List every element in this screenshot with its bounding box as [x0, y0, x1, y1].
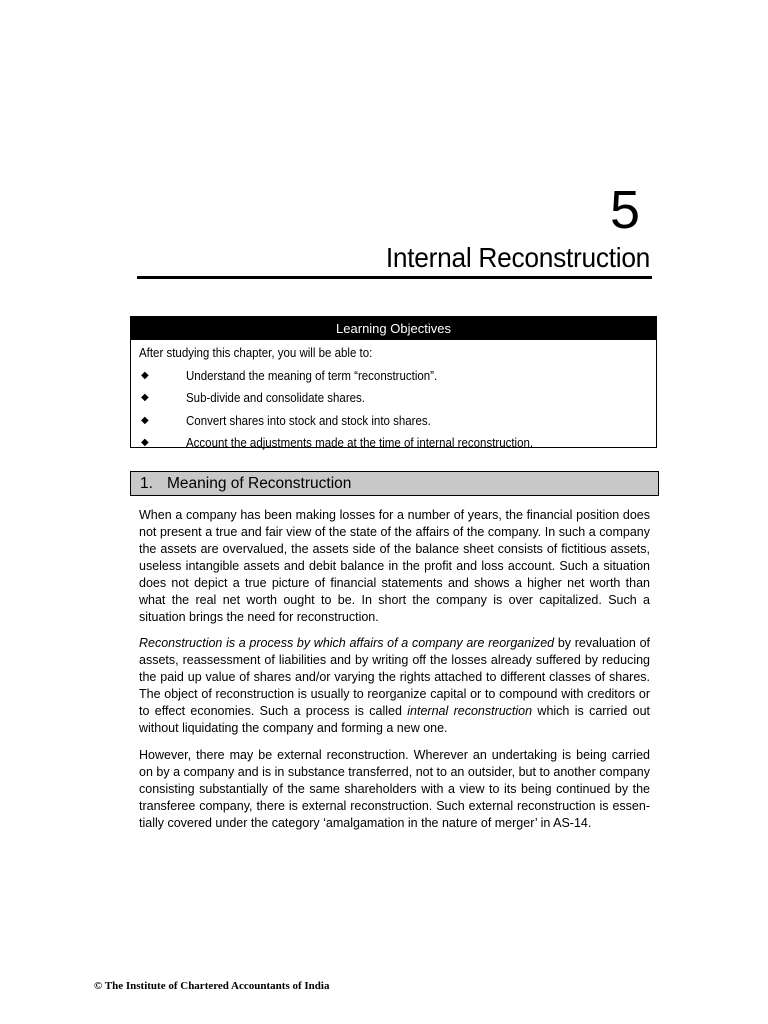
objective-text: Understand the meaning of term “reconstruction”. — [186, 368, 438, 383]
diamond-bullet-icon: ◆ — [141, 369, 149, 381]
objective-item — [139, 410, 656, 433]
definition-emphasis: Reconstruction is a process by which affairs of a company are reorganized — [139, 636, 555, 650]
paragraph-definition — [139, 635, 650, 737]
diamond-bullet-icon: ◆ — [141, 437, 149, 448]
diamond-bullet-icon: ◆ — [141, 414, 149, 426]
learning-objectives-body — [131, 340, 656, 455]
definition-text-part1: by revaluation of assets, reassessment of liabilities and by writing off the losses already suffered by reducing the paid up value of shares and/or varying the rights attached to different classes of shares. The object of reconstruction is usually to reorganize capital or to compound with creditors or to effect economies. Such a process is called — [139, 636, 651, 718]
chapter-title: Internal Reconstruction — [385, 242, 650, 273]
diamond-bullet-icon: ◆ — [141, 392, 149, 403]
title-rule — [137, 276, 652, 279]
footer-copyright: © The Institute of Chartered Accountants of India — [94, 980, 330, 992]
objective-text: Convert shares into stock and stock into shares. — [186, 413, 431, 428]
objectives-intro: After studying this chapter, you will be able to: — [139, 346, 373, 360]
objective-item — [139, 365, 656, 388]
paragraph-meaning: When a company has been making losses for a number of years, the financial position does not present a true and fair view of the state of the affairs of the company. In such a company the assets are overvalued, the assets side of the balance sheet consists of fictitious assets, useless intangible assets and debit balance in the profit and loss account. Such a situation does not depict a true picture of financial statements and shows a higher net worth than what the real net worth ought to be. In short the company is over capitalized. Such a situation brings the need for reconstruction. — [139, 508, 650, 624]
section-heading — [130, 471, 659, 496]
learning-objectives-header: Learning Objectives — [131, 317, 656, 340]
learning-objectives-box — [130, 316, 657, 448]
internal-reconstruction-term: internal reconstruction — [407, 704, 533, 718]
section-number: 1. — [140, 475, 153, 492]
objective-text: Account the adjustments made at the time of internal reconstruction. — [186, 436, 534, 450]
section-title: Meaning of Reconstruction — [167, 475, 352, 492]
objective-text: Sub-divide and consolidate shares. — [186, 391, 366, 405]
chapter-number: 5 — [609, 180, 640, 240]
paragraph-external: However, there may be external reconstruction. Wherever an undertaking is being carried on by a company and is in substance transferred, not to an outsider, but to another company consisting substantially of the same shareholders with a view to its being continued by the transferee company, there is external reconstruction. Such external reconstruction is essen-tially covered under the category ‘amalgamation in the nature of merger’ in AS-14. — [139, 748, 650, 830]
objective-item — [139, 432, 656, 455]
definition-text-part2: which is carried out without liquidating the company and forming a new one. — [139, 704, 650, 735]
objective-item — [139, 387, 656, 410]
